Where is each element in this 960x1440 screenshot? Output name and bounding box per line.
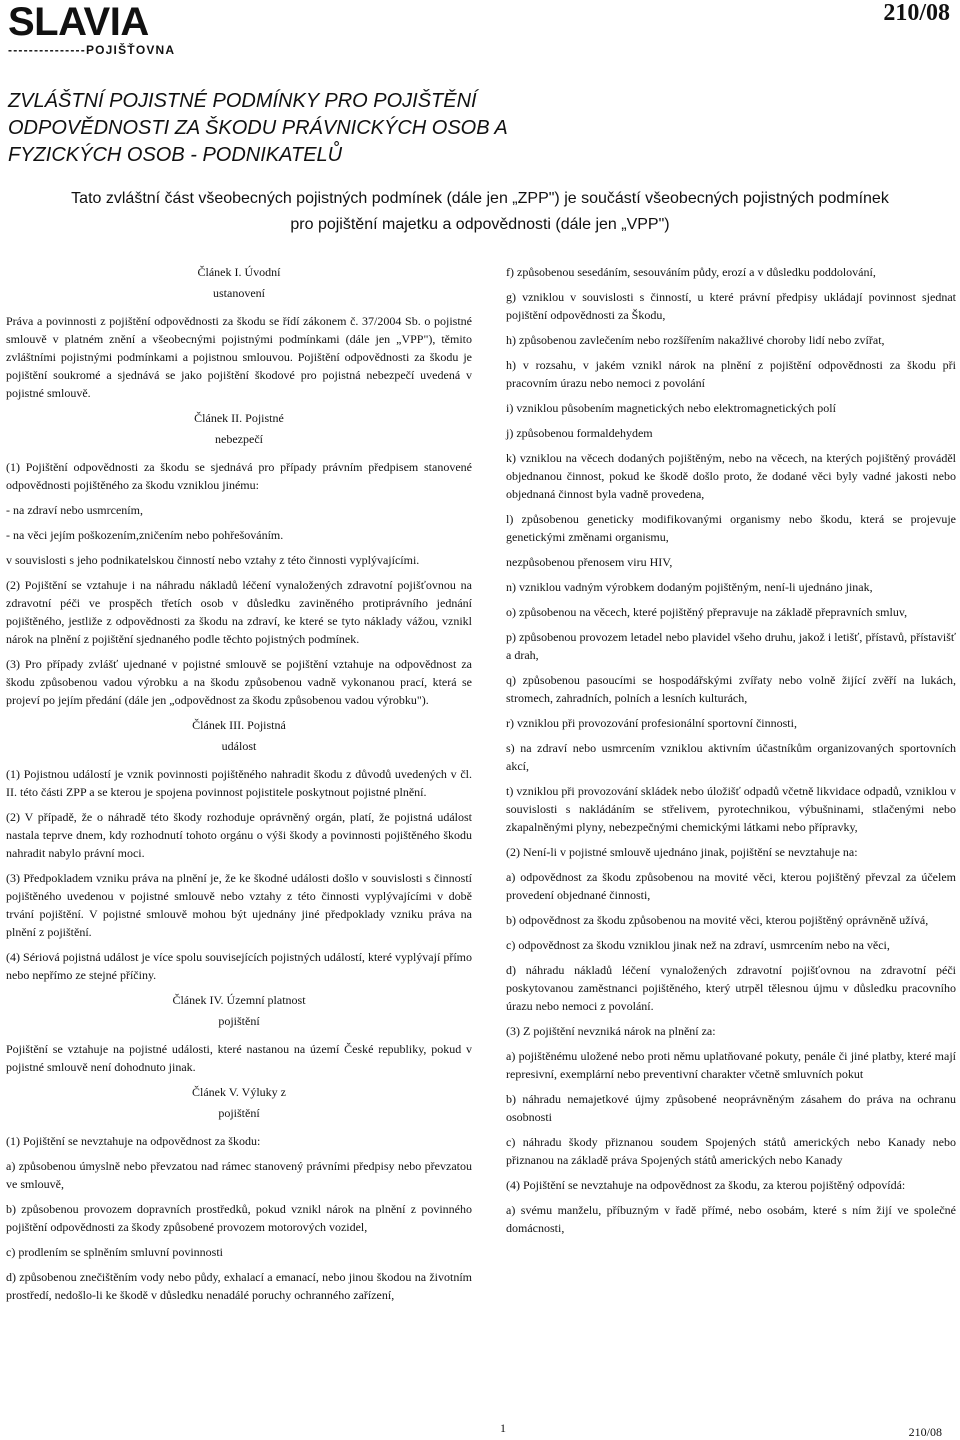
paragraph: nezpůsobenou přenosem viru HIV,	[506, 555, 673, 569]
article-heading-sub: pojištění	[218, 1106, 260, 1120]
intro-text	[0, 186, 960, 238]
paragraph: c) odpovědnost za škodu vzniklou jinak než na zdraví, usmrcením nebo na věci,	[506, 938, 890, 952]
paragraph: g) vzniklou v souvislosti s činností, u které právní předpisy ukládají povinnost sjednat pojištění odpovědnosti za Škodu,	[506, 290, 956, 322]
left-column	[6, 263, 472, 1311]
paragraph: b) způsobenou provozem dopravních prostředků, pokud vznikl nárok na plnění z povinného pojištění odpovědnosti za škody způsobené provozem motorových vozidel,	[6, 1202, 472, 1234]
paragraph: c) prodlením se splněním smluvní povinnosti	[6, 1245, 223, 1259]
paragraph: r) vzniklou při provozování profesionální sportovní činnosti,	[506, 716, 797, 730]
intro-line: Tato zvláštní část všeobecných pojistných podmínek (dále jen „ZPP") je součástí všeobecných pojistných podmínek	[71, 190, 889, 207]
title-line: FYZICKÝCH OSOB - PODNIKATELŮ	[8, 144, 343, 166]
paragraph: (2) Není-li v pojistné smlouvě ujednáno jinak, pojištění se nevztahuje na:	[506, 845, 858, 859]
article-heading-sub: pojištění	[218, 1014, 260, 1028]
article-heading-sub: událost	[221, 739, 257, 753]
article-heading: Článek IV. Územní platnost	[172, 993, 306, 1007]
paragraph: a) odpovědnost za škodu způsobenou na movité věci, kterou pojištěný převzal za účelem provedení objednané činnosti,	[506, 870, 956, 902]
brand-subtitle: ---------------POJIŠŤOVNA	[8, 43, 176, 57]
article-heading: Článek II. Pojistné	[194, 411, 284, 425]
footer-document-code: 210/08	[908, 1425, 942, 1439]
paragraph: p) způsobenou provozem letadel nebo plavidel všeho druhu, jakož i letišť, přístavů, přístavišť a drah,	[506, 630, 956, 662]
company-logo	[8, 0, 175, 57]
paragraph: (3) Předpokladem vzniku práva na plnění je, že ke škodné události došlo v souvislosti s činností pojištěného uvedenou v pojistné smlouvě nebo vztahy z této činnosti vyplývajícími v době trvání pojištění. V pojistné smlouvě mohou být ujednány jiné předpoklady vzniku práva na plnění z pojištění.	[6, 871, 472, 939]
paragraph: (2) V případě, že o náhradě této škody rozhoduje oprávněný orgán, platí, že pojistná událost nastala teprve dnem, kdy rozhodnutí tohoto orgánu o výši škody a povinnosti pojištěného škodu nahradit nabylo právní moci.	[6, 810, 472, 860]
paragraph: f) způsobenou sesedáním, sesouváním půdy, erozí a v důsledku poddolování,	[506, 265, 876, 279]
paragraph: - na věci jejím poškozením,zničením nebo pohřešováním.	[6, 528, 284, 542]
page-number: 1	[500, 1421, 506, 1435]
paragraph: a) pojištěnému uložené nebo proti němu uplatňované pokuty, penále či jiné platby, které mají represivní, exemplární nebo preventivní charakter včetně smluvních pokut	[506, 1049, 956, 1081]
article-heading: Článek V. Výluky z	[191, 1085, 286, 1099]
paragraph: (1) Pojistnou událostí je vznik povinnosti pojištěného nahradit škodu z důvodů uvedených v čl. II. této části ZPP a se kterou je spojena povinnost pojistitele poskytnout pojistné plnění.	[6, 767, 472, 799]
article-heading-sub: nebezpečí	[215, 432, 263, 446]
article-heading: Článek I. Úvodní	[197, 265, 281, 279]
title-line: ZVLÁŠTNÍ POJISTNÉ PODMÍNKY PRO POJIŠTĚNÍ	[8, 90, 477, 112]
paragraph: b) odpovědnost za škodu způsobenou na movité věci, kterou pojištěný oprávněně užívá,	[506, 913, 929, 927]
paragraph: (1) Pojištění se nevztahuje na odpovědnost za škodu:	[6, 1134, 261, 1148]
brand-name: SLAVIA	[8, 0, 149, 44]
paragraph: h) způsobenou zavlečením nebo rozšířením nakažlivé choroby lidí nebo zvířat,	[506, 333, 885, 347]
document-number: 210/08	[883, 0, 950, 26]
paragraph: v souvislosti s jeho podnikatelskou činností nebo vztahy z této činnosti vyplývajícími.	[6, 553, 420, 567]
title-line: ODPOVĚDNOSTI ZA ŠKODU PRÁVNICKÝCH OSOB A	[8, 117, 508, 139]
paragraph: a) svému manželu, příbuzným v řadě přímé, nebo osobám, které s ním žijí ve společné domácnosti,	[506, 1203, 956, 1235]
article-heading: Článek III. Pojistná	[192, 718, 286, 732]
paragraph: - na zdraví nebo usmrcením,	[6, 503, 143, 517]
intro-line: pro pojištění majetku a odpovědnosti (dále jen „VPP")	[290, 216, 670, 233]
paragraph: (4) Pojištění se nevztahuje na odpovědnost za škodu, za kterou pojištěný odpovídá:	[506, 1178, 906, 1192]
paragraph: b) náhradu nemajetkové újmy způsobené neoprávněným zásahem do práva na ochranu osobnosti	[506, 1092, 956, 1124]
paragraph: (4) Sériová pojistná událost je více spolu souvisejících pojistných událostí, které vyplývají přímo nebo nepřímo ze stejné příčiny.	[6, 950, 472, 982]
paragraph: k) vzniklou na věcech dodaných pojištěným, nebo na věcech, na kterých pojištěný prováděl objednanou činnost, pokud ke škodě došlo proto, že dodané věci byly vadné jakosti nebo objednaná činnost byla vadně provedena,	[506, 451, 956, 501]
paragraph: Pojištění se vztahuje na pojistné události, které nastanou na území České republiky, pokud v pojistné smlouvě není dohodnuto jinak.	[6, 1042, 472, 1074]
paragraph: t) vzniklou při provozování skládek nebo úložišť odpadů včetně likvidace odpadů, vzniklou v souvislosti s nakládáním se střelivem, pyrotechnikou, výbušninami, stlačenými nebo zkapalněnými plyny, nebezpečnými chemickými látkami nebo přípravky,	[506, 784, 956, 834]
paragraph: d) náhradu nákladů léčení vynaložených zdravotní pojišťovnou na zdravotní péči poskytovanou zaměstnanci pojištěného, který utrpěl tělesnou újmu v důsledku pracovního úrazu nebo nemoci z povolání.	[506, 963, 956, 1013]
paragraph: a) způsobenou úmyslně nebo převzatou nad rámec stanovený právními předpisy nebo převzatou ve smlouvě,	[6, 1159, 472, 1191]
paragraph: d) způsobenou znečištěním vody nebo půdy, exhalací a emanací, nebo jinou škodou na životním prostředí, nedošlo-li ke škodě v důsledku nenadálé poruchy ochranného zařízení,	[6, 1270, 472, 1302]
paragraph: (2) Pojištění se vztahuje i na náhradu nákladů léčení vynaložených zdravotní pojišťovnou na zdravotní péči ve prospěch třetích osob v důsledku zaviněného protiprávního jednání pojištěného, jestliže z odpovědnosti za škodu na zdraví, ke které se tyto náklady vážou, vznikl nárok na plnění z pojištění sjednaného podle těchto pojistných podmínek.	[6, 578, 472, 646]
paragraph: o) způsobenou na věcech, které pojištěný přepravuje na základě přepravních smluv,	[506, 605, 908, 619]
paragraph: h) v rozsahu, v jakém vznikl nárok na plnění z pojištění odpovědnosti za škodu při pracovním úrazu nebo nemoci z povolání	[506, 358, 956, 390]
paragraph: s) na zdraví nebo usmrcením vzniklou aktivním účastníkům organizovaných sportovních akcí,	[506, 741, 956, 773]
paragraph: j) způsobenou formaldehydem	[506, 426, 653, 440]
paragraph: i) vzniklou působením magnetických nebo elektromagnetických polí	[506, 401, 836, 415]
paragraph: (3) Z pojištění nevzniká nárok na plnění za:	[506, 1024, 716, 1038]
paragraph: n) vzniklou vadným výrobkem dodaným pojištěným, není-li ujednáno jinak,	[506, 580, 873, 594]
paragraph: (1) Pojištění odpovědnosti za škodu se sjednává pro případy právním předpisem stanovené odpovědnosti pojištěného za škodu vzniklou jinému:	[6, 460, 472, 492]
paragraph: c) náhradu škody přiznanou soudem Spojených států amerických nebo Kanady nebo přiznanou na základě práva Spojených států amerických nebo Kanady	[506, 1135, 956, 1167]
article-heading-sub: ustanovení	[213, 286, 265, 300]
right-column	[506, 263, 956, 1244]
paragraph: q) způsobenou pasoucími se hospodářskými zvířaty nebo volně žijící zvěří na lukách, stromech, zahradních, polních a lesních kulturách,	[506, 673, 956, 705]
paragraph: Práva a povinnosti z pojištění odpovědnosti za škodu se řídí zákonem č. 37/2004 Sb. o pojistné smlouvě v platném znění a všeobecnými pojistnými podmínkami (dále jen „VPP"), těmito zvláštními pojistnými podmínkami a pojistnou smlouvou. Pojištění odpovědnosti za škodu je pojištění soukromé a sjednává se jako pojištění škodové pro pojistná nebezpečí uvedená v pojistné smlouvě.	[6, 314, 472, 400]
paragraph: l) způsobenou geneticky modifikovanými organismy nebo škodu, která se projevuje genetickými změnami organismu,	[506, 512, 956, 544]
paragraph: (3) Pro případy zvlášť ujednané v pojistné smlouvě se pojištění vztahuje na odpovědnost za škodu způsobenou vadou výrobku a na škodu způsobenou vadně vykonanou prací, která se projeví po jejím předání (dále jen „odpovědnost za škodu způsobenou vadou výrobku").	[6, 657, 472, 707]
document-title	[8, 88, 648, 169]
